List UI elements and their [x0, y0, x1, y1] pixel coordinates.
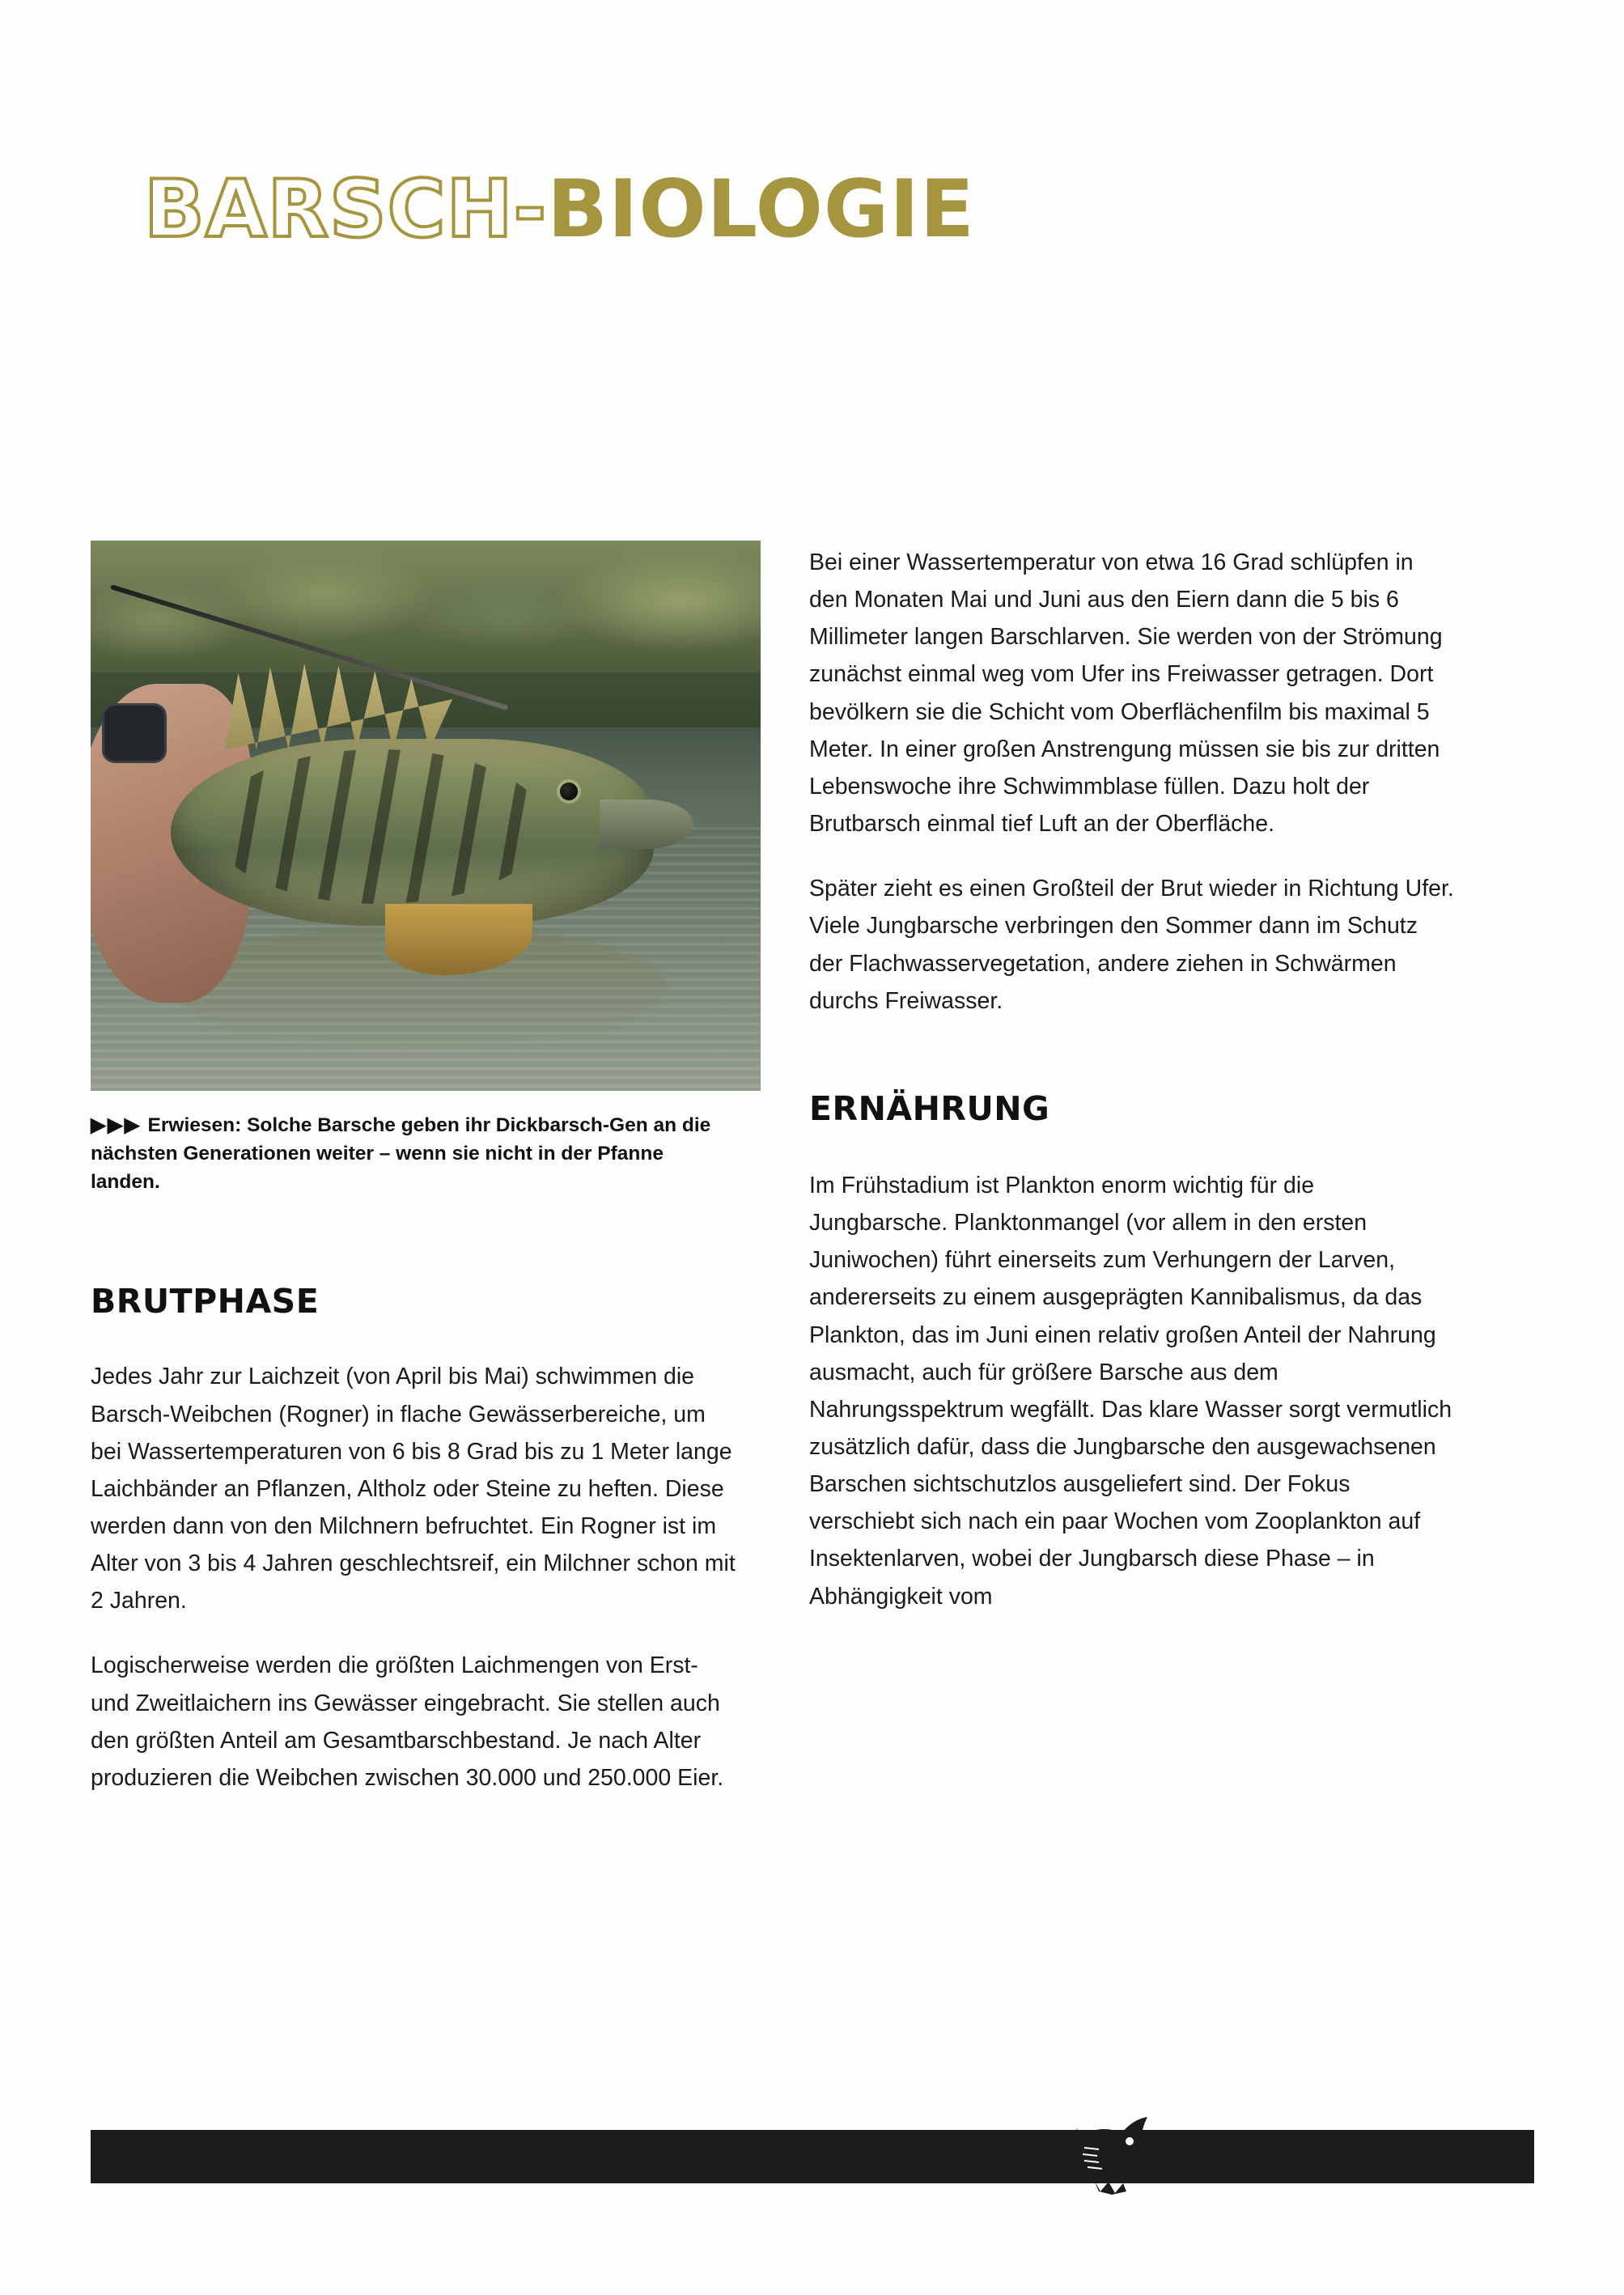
paragraph: Im Frühstadium ist Plankton enorm wichtig für die Jungbarsche. Planktonmangel (vor allem in den ersten Juniwochen) führt einerseits zum Verhungern der Larven, andererseits zu einem ausgeprägten Kannibalismus, da das Plankton, das im Juni einen relativ großen Anteil der Nahrung ausmacht, auch für größere Barsche aus dem Nahrungsspektrum wegfällt. Das klare Wasser sorgt vermutlich zusätzlich dafür, dass die Jungbarsche den ausgewachsenen Barschen sichtschutzlos ausgeliefert sind. Der Fokus verschiebt sich nach ein paar Wochen vom Zooplankton auf Insektenlarven, wobei der Jungbarsch diese Phase – in Abhängigkeit vom: [809, 1172, 1452, 1610]
triangle-arrows-icon: ▶▶▶: [91, 1114, 142, 1136]
footer-bar: [91, 2130, 1534, 2183]
page-title: [144, 163, 1479, 256]
page-title-solid-part: BIOLOGIE: [547, 163, 975, 256]
heading-brutphase: BRUTPHASE: [91, 1282, 320, 1321]
photo-caption-text: Erwiesen: Solche Barsche geben ihr Dickbarsch-Gen an die nächsten Generationen weiter – wenn sie nicht in der Pfanne landen.: [91, 1114, 711, 1193]
right-column-body: [809, 1167, 1457, 1615]
wristwatch: [104, 706, 165, 761]
perch-stripes: [211, 749, 546, 903]
left-column: [91, 541, 761, 1824]
perch-fish-icon: [1052, 2101, 1165, 2206]
page-title-outline-part: BARSCH-: [144, 163, 548, 256]
paragraph: Später zieht es einen Großteil der Brut wieder in Richtung Ufer. Viele Jungbarsche verbringen den Sommer dann im Schutz der Flachwasservegetation, andere ziehen in Schwärmen durchs Freiwasser.: [809, 876, 1454, 1014]
perch-mouth: [600, 800, 693, 849]
paragraph: Jedes Jahr zur Laichzeit (von April bis Mai) schwimmen die Barsch-Weibchen (Rogner) in flache Gewässerbereiche, um bei Wassertemperaturen von 6 bis 8 Grad bis zu 1 Meter lange Laichbänder an Pflanzen, Altholz oder Steine zu heften. Diese werden dann von den Milchnern befruchtet. Ein Rogner ist im Alter von 3 bis 4 Jahren geschlechtsreif, ein Milchner schon mit 2 Jahren.: [91, 1364, 736, 1614]
paragraph: Logischerweise werden die größten Laichmengen von Erst- und Zweitlaichern ins Gewässer eingebracht. Sie stellen auch den größten Anteil am Gesamtbarschbestand. Je nach Alter produzieren die Weibchen zwischen 30.000 und 250.000 Eier.: [91, 1652, 724, 1791]
right-column: [809, 544, 1457, 1643]
left-column-body: [91, 1358, 738, 1797]
perch-eye: [560, 783, 578, 800]
heading-ernaehrung: ERNÄHRUNG: [809, 1088, 1050, 1128]
article-photo: [91, 541, 761, 1091]
paragraph: Bei einer Wassertemperatur von etwa 16 Grad schlüpfen in den Monaten Mai und Juni aus den Eiern dann die 5 bis 6 Millimeter langen Barschlarven. Sie werden von der Strömung zunächst einmal weg vom Ufer ins Freiwasser getragen. Dort bevölkern sie die Schicht vom Oberflächenfilm bis maximal 5 Meter. In einer großen Anstrengung müssen sie bis zur dritten Lebenswoche ihre Schwimmblase füllen. Dazu holt der Brutbarsch einmal tief Luft an der Oberfläche.: [809, 549, 1443, 838]
photo-trees-layer: [91, 541, 761, 672]
photo-caption: [91, 1112, 730, 1196]
